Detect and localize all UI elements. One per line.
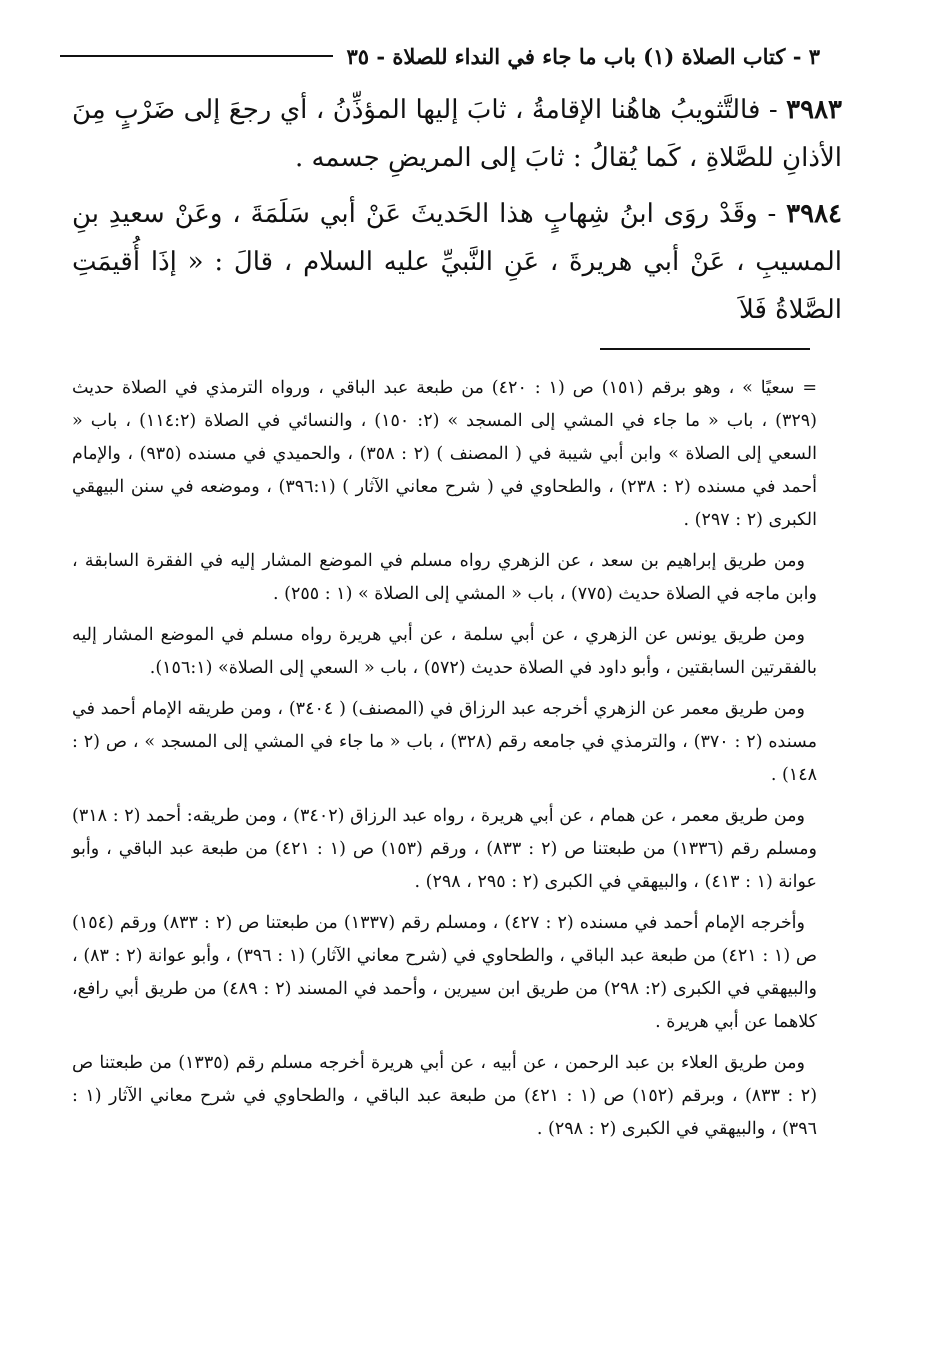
main-text (72, 86, 842, 342)
paragraph-number: ٣٩٨٤ (786, 199, 842, 229)
paragraph-text: - فالتَّثويبُ هاهُنا الإقامةُ ، ثابَ إليها المؤذِّنُ ، أي رجعَ إلى ضَرْبٍ مِنَ الأذانِ للصَّلاةِ ، كَما يُقالُ : ثابَ إلى المريضِ جسمه . (72, 95, 842, 173)
paragraph-text: - وقَدْ روَى ابنُ شِهابٍ هذا الحَديثَ عَنْ أبي سَلَمَةَ ، وعَنْ سعيدِ بنِ المسيبِ ، عَنْ أبي هريرةَ ، عَنِ النَّبيِّ عليه السلام ، قالَ : « إذَا أُقيمَتِ الصَّلاةُ فَلاَ (72, 199, 842, 325)
footnote-paragraph: ومن طريق معمر عن الزهري أخرجه عبد الرزاق في (المصنف) ( ٣٤٠٤) ، ومن طريقه الإمام أحمد في مسنده (٢ : ٣٧٠) ، والترمذي في جامعه رقم (٣٢٨) ، باب « ما جاء في المشي إلى المسجد » ، ص (٢ : ١٤٨) . (72, 699, 818, 785)
footnote-separator (600, 348, 810, 350)
footnotes (72, 372, 817, 1154)
footnote-paragraph: ومن طريق إبراهيم بن سعد ، عن الزهري رواه مسلم في الموضع المشار إليه في الفقرة السابقة ، وابن ماجه في الصلاة حديث (٧٧٥) ، باب « المشي إلى الصلاة » (١ : ٢٥٥) . (72, 551, 817, 604)
running-header (60, 38, 820, 74)
footnote-paragraph: ومن طريق معمر ، عن همام ، عن أبي هريرة ، رواه عبد الرزاق (٣٤٠٢) ، ومن طريقه: أحمد (٢ : ٣١٨) ومسلم رقم (١٣٣٦) من طبعتنا ص (٢ : ٨٣٣) ، ورقم (١٥٣) ص (١ : ٤٢١) من طبعة عبد الباقي ، وأبو عوانة (١ : ٤١٣) ، والبيهقي في الكبرى (٢ : ٢٩٥ ، ٢٩٨) . (72, 806, 817, 892)
paragraph-3983 (72, 86, 842, 182)
header-title: ٣ - كتاب الصلاة (١) باب ما جاء في النداء للصلاة - ٣٥ (346, 43, 820, 69)
paragraph-3984 (72, 190, 842, 334)
footnote-paragraph: ومن طريق يونس عن الزهري ، عن أبي سلمة ، عن أبي هريرة رواه مسلم في الموضع المشار إليه بالفقرتين السابقتين ، وأبو داود في الصلاة حديث (٥٧٢) ، باب « السعي إلى الصلاة» (١٥٦:١). (72, 625, 817, 678)
footnote-paragraph: = سعيًا » ، وهو برقم (١٥١) ص (١ : ٤٢٠) من طبعة عبد الباقي ، ورواه الترمذي في الصلاة حديث (٣٢٩) ، باب « ما جاء في المشي إلى المسجد » (٢: ١٥٠) ، والنسائي في الصلاة (١١٤:٢) ، باب « السعي إلى الصلاة » وابن أبي شيبة في ( المصنف ) (٢ : ٣٥٨) ، والحميدي في مسنده (٩٣٥) ، والإمام أحمد في مسنده (٢ : ٢٣٨) ، والطحاوي في ( شرح معاني الآثار ) (٣٩٦:١) ، وموضعه في سنن البيهقي الكبرى (٢ : ٢٩٧) . (72, 378, 818, 530)
footnote-paragraph: وأخرجه الإمام أحمد في مسنده (٢ : ٤٢٧) ، ومسلم رقم (١٣٣٧) من طبعتنا ص (٢ : ٨٣٣) ورقم (١٥٤) ص (١ : ٤٢١) من طبعة عبد الباقي ، والطحاوي في (شرح معاني الآثار) (١ : ٣٩٦) ، وأبو عوانة (٢ : ٨٣) ، والبيهقي في الكبرى (٢: ٢٩٨) من طريق ابن سيرين ، وأحمد في المسند (٢ : ٤٨٩) من طريق أبي رافع، كلاهما عن أبي هريرة . (72, 913, 818, 1032)
footnote-paragraph: ومن طريق العلاء بن عبد الرحمن ، عن أبيه ، عن أبي هريرة أخرجه مسلم رقم (١٣٣٥) من طبعتنا ص (٢ : ٨٣٣) ، وبرقم (١٥٢) ص (١ : ٤٢١) من طبعة عبد الباقي ، والطحاوي في شرح معاني الآثار (١ : ٣٩٦) ، والبيهقي في الكبرى (٢ : ٢٩٨) . (72, 1053, 818, 1139)
paragraph-number: ٣٩٨٣ (786, 95, 842, 125)
header-rule (60, 55, 333, 57)
